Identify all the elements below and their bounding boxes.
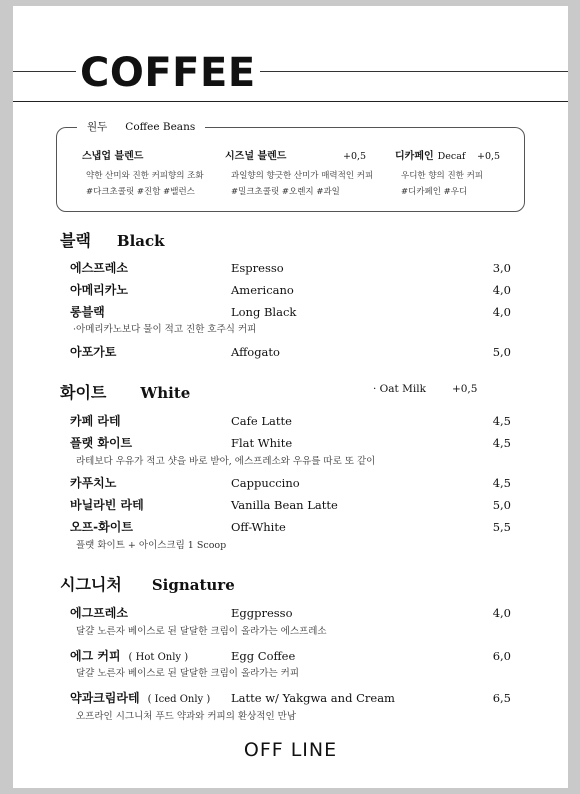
menu-item-americano xyxy=(13,281,568,301)
item-name-en: Latte w/ Yakgwa and Cream xyxy=(231,691,395,705)
menu-page xyxy=(13,6,568,788)
item-name-ko: 오프-화이트 xyxy=(70,520,133,534)
item-desc-long-black: ·아메리카노보다 물이 적고 진한 호주식 커피 xyxy=(73,324,257,335)
item-note: ( Iced Only ) xyxy=(147,694,211,705)
item-name-ko: 롱블랙 xyxy=(70,305,105,319)
item-name-ko: 카페 라테 xyxy=(70,414,121,428)
section-title-signature xyxy=(60,572,235,595)
bean-decaf xyxy=(395,150,501,199)
menu-item-flat-white xyxy=(13,434,568,454)
item-name-ko xyxy=(70,689,210,709)
item-desc-egg-coffee: 달걀 노른자 베이스로 된 달달한 크림이 올라가는 커피 xyxy=(76,668,300,679)
bean-name: 스냅업 블렌드 xyxy=(82,151,144,162)
bean-snapup xyxy=(82,150,204,199)
item-name-en: Cafe Latte xyxy=(231,414,292,428)
item-price: 6,0 xyxy=(492,649,511,663)
brand-logo: OFF LINE xyxy=(243,739,338,761)
item-desc-off-white: 플랫 화이트 + 아이스크림 1 Scoop xyxy=(76,540,227,551)
menu-item-cappuccino xyxy=(13,474,568,494)
menu-item-long-black xyxy=(13,303,568,323)
item-name-ko: 아포가토 xyxy=(70,345,117,359)
option-label: · Oat Milk xyxy=(373,383,426,395)
item-name-ko: 카푸치노 xyxy=(70,476,117,490)
menu-item-affogato xyxy=(13,343,568,363)
item-name-en: Cappuccino xyxy=(231,476,300,490)
item-name-ko: 에스프레소 xyxy=(70,261,128,275)
oat-milk-option xyxy=(373,383,477,395)
item-price: 4,0 xyxy=(492,305,511,319)
beans-heading-en: Coffee Beans xyxy=(125,121,196,133)
menu-item-eggpresso xyxy=(13,604,568,624)
item-name-ko-text: 에그 커피 xyxy=(70,649,121,663)
item-name-en: Egg Coffee xyxy=(231,649,296,663)
item-price: 4,5 xyxy=(492,436,511,450)
bean-price: +0,5 xyxy=(343,151,367,162)
bean-price: +0,5 xyxy=(477,151,501,162)
menu-item-cafe-latte xyxy=(13,412,568,432)
bean-desc: 과일향의 향긋한 산미가 매력적인 커피 xyxy=(231,171,374,181)
item-note: ( Hot Only ) xyxy=(128,652,189,663)
item-desc-yakgwa-cream-latte: 오프라인 시그니처 푸드 약과와 커피의 환상적인 만남 xyxy=(76,711,297,722)
item-price: 4,5 xyxy=(492,476,511,490)
item-price: 5,5 xyxy=(492,520,511,534)
item-desc-flat-white: 라테보다 우유가 적고 샷을 바로 받아, 에스프레소와 우유를 따로 또 같이 xyxy=(76,456,376,467)
item-name-en: Flat White xyxy=(231,436,293,450)
item-name-ko: 플랫 화이트 xyxy=(70,436,133,450)
coffee-beans-box xyxy=(56,121,525,212)
bean-seasonal xyxy=(225,150,373,199)
item-name-en: Affogato xyxy=(231,345,280,359)
page-title: COFFEE xyxy=(76,50,260,96)
item-name-ko xyxy=(70,647,188,667)
item-price: 6,5 xyxy=(492,691,511,705)
item-price: 4,0 xyxy=(492,606,511,620)
item-name-en: Espresso xyxy=(231,261,284,275)
item-name-en: Americano xyxy=(231,283,294,297)
item-price: 3,0 xyxy=(492,261,511,275)
item-name-en: Long Black xyxy=(231,305,297,319)
section-title-en: Black xyxy=(116,232,165,250)
bean-desc: 우디한 향의 진한 커피 xyxy=(401,171,484,181)
item-name-en: Vanilla Bean Latte xyxy=(231,498,338,512)
item-name-en: Off-White xyxy=(231,520,286,534)
item-desc-eggpresso: 달걀 노른자 베이스로 된 달달한 크림이 올라가는 에스프레소 xyxy=(76,626,327,637)
menu-item-egg-coffee xyxy=(13,647,568,667)
beans-heading-ko: 원두 xyxy=(87,121,108,133)
item-name-ko xyxy=(70,604,128,622)
menu-item-espresso xyxy=(13,259,568,279)
section-title-ko: 화이트 xyxy=(60,383,107,402)
coffee-beans-heading xyxy=(77,119,205,135)
bean-desc: 약한 산미와 진한 커피향의 조화 xyxy=(86,171,204,181)
option-price: +0,5 xyxy=(451,383,478,395)
item-name-ko: 아메리카노 xyxy=(70,283,128,297)
menu-item-off-white xyxy=(13,518,568,538)
bean-name: 디카페인 xyxy=(395,151,434,162)
bean-tags: #디카페인 #우디 xyxy=(401,187,468,197)
section-title-en: Signature xyxy=(151,576,235,594)
item-name-en: Eggpresso xyxy=(231,606,293,620)
item-price: 5,0 xyxy=(492,345,511,359)
section-title-white xyxy=(60,380,190,403)
item-name-ko: 바닐라빈 라테 xyxy=(70,498,144,512)
item-price: 5,0 xyxy=(492,498,511,512)
section-title-ko: 시그니처 xyxy=(60,575,122,594)
title-rule-bottom xyxy=(13,101,568,102)
bean-name-en: Decaf xyxy=(437,151,466,162)
item-name-ko-text: 약과크림라테 xyxy=(70,691,140,705)
item-name-ko-text: 에그프레소 xyxy=(70,606,128,620)
item-price: 4,0 xyxy=(492,283,511,297)
item-price: 4,5 xyxy=(492,414,511,428)
section-title-en: White xyxy=(140,384,191,402)
bean-name: 시즈널 블렌드 xyxy=(225,151,287,162)
menu-item-yakgwa-cream-latte xyxy=(13,689,568,709)
menu-item-vanilla-bean-latte xyxy=(13,496,568,516)
bean-tags: #밀크초콜릿 #오렌지 #과일 xyxy=(231,187,340,197)
section-title-black xyxy=(60,228,165,251)
bean-tags: #다크초콜릿 #진함 #밸런스 xyxy=(86,187,195,197)
section-title-ko: 블랙 xyxy=(60,231,91,250)
